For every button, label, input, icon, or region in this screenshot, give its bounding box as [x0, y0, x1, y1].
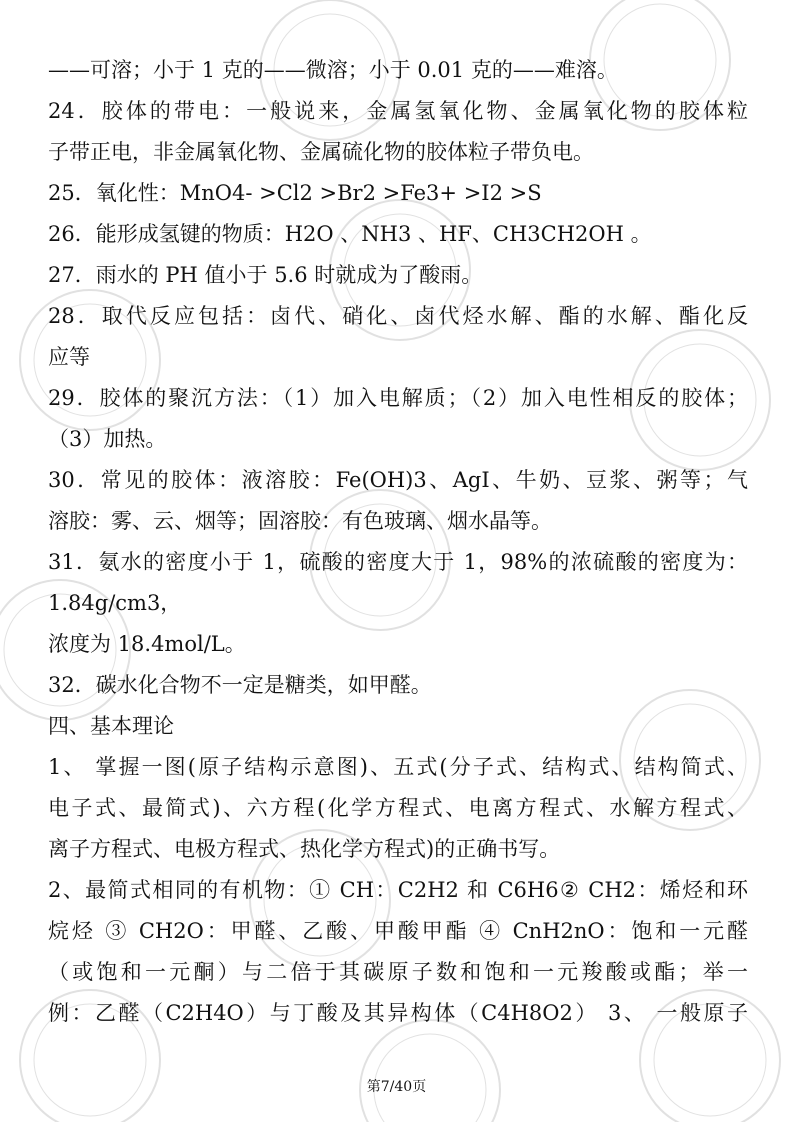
section-heading: 四、基本理论 [48, 714, 174, 738]
page-number: 第7/40页 [366, 1079, 427, 1095]
text-line: 27．雨水的 PH 值小于 5.6 时就成为了酸雨。 [48, 263, 483, 287]
text-line: 1、 掌握一图(原子结构示意图)、五式(分子式、结构式、结构简式、 [48, 755, 748, 779]
text-line: （或饱和一元酮）与二倍于其碳原子数和饱和一元羧酸或酯；举一 [48, 960, 748, 984]
text-line: 24．胶体的带电：一般说来，金属氢氧化物、金属氧化物的胶体粒 [48, 99, 748, 123]
text-line: 28．取代反应包括：卤代、硝化、卤代烃水解、酯的水解、酯化反 [48, 304, 748, 328]
text-line: 1.84g/cm3， [48, 591, 182, 615]
text-line: 31．氨水的密度小于 1，硫酸的密度大于 1，98%的浓硫酸的密度为： [48, 550, 748, 574]
text-line: 29．胶体的聚沉方法：（1）加入电解质；（2）加入电性相反的胶体； [48, 386, 748, 410]
text-line: 电子式、最简式)、六方程(化学方程式、电离方程式、水解方程式、 [48, 796, 748, 820]
text-line: 应等 [48, 345, 90, 369]
text-line: 2、最简式相同的有机物：① CH：C2H2 和 C6H6② CH2：烯烃和环 [48, 878, 748, 902]
text-line: （3）加热。 [48, 427, 167, 451]
watermark-stamp [360, 1020, 500, 1122]
text-line: 烷烃 ③ CH2O：甲醛、乙酸、甲酸甲酯 ④ CnH2nO：饱和一元醛 [48, 919, 748, 943]
text-line: 离子方程式、电极方程式、热化学方程式)的正确书写。 [48, 837, 561, 861]
text-line: 26．能形成氢键的物质：H2O 、NH3 、HF、CH3CH2OH 。 [48, 222, 652, 246]
text-line: 30．常见的胶体：液溶胶：Fe(OH)3、AgI、牛奶、豆浆、粥等；气 [48, 468, 748, 492]
text-line: 子带正电，非金属氧化物、金属硫化物的胶体粒子带负电。 [48, 140, 594, 164]
text-line: 25．氧化性：MnO4- >Cl2 >Br2 >Fe3+ >I2 >S [48, 181, 542, 205]
document-body [48, 50, 748, 1034]
text-line: 溶胶：雾、云、烟等；固溶胶：有色玻璃、烟水晶等。 [48, 509, 552, 533]
text-line: 例：乙醛（C2H4O）与丁酸及其异构体（C4H8O2） 3、 一般原子 [48, 1001, 748, 1025]
text-line: 浓度为 18.4mol/L。 [48, 632, 246, 656]
text-line: ——可溶；小于 1 克的——微溶；小于 0.01 克的——难溶。 [48, 58, 618, 82]
text-line: 32．碳水化合物不一定是糖类，如甲醛。 [48, 673, 432, 697]
